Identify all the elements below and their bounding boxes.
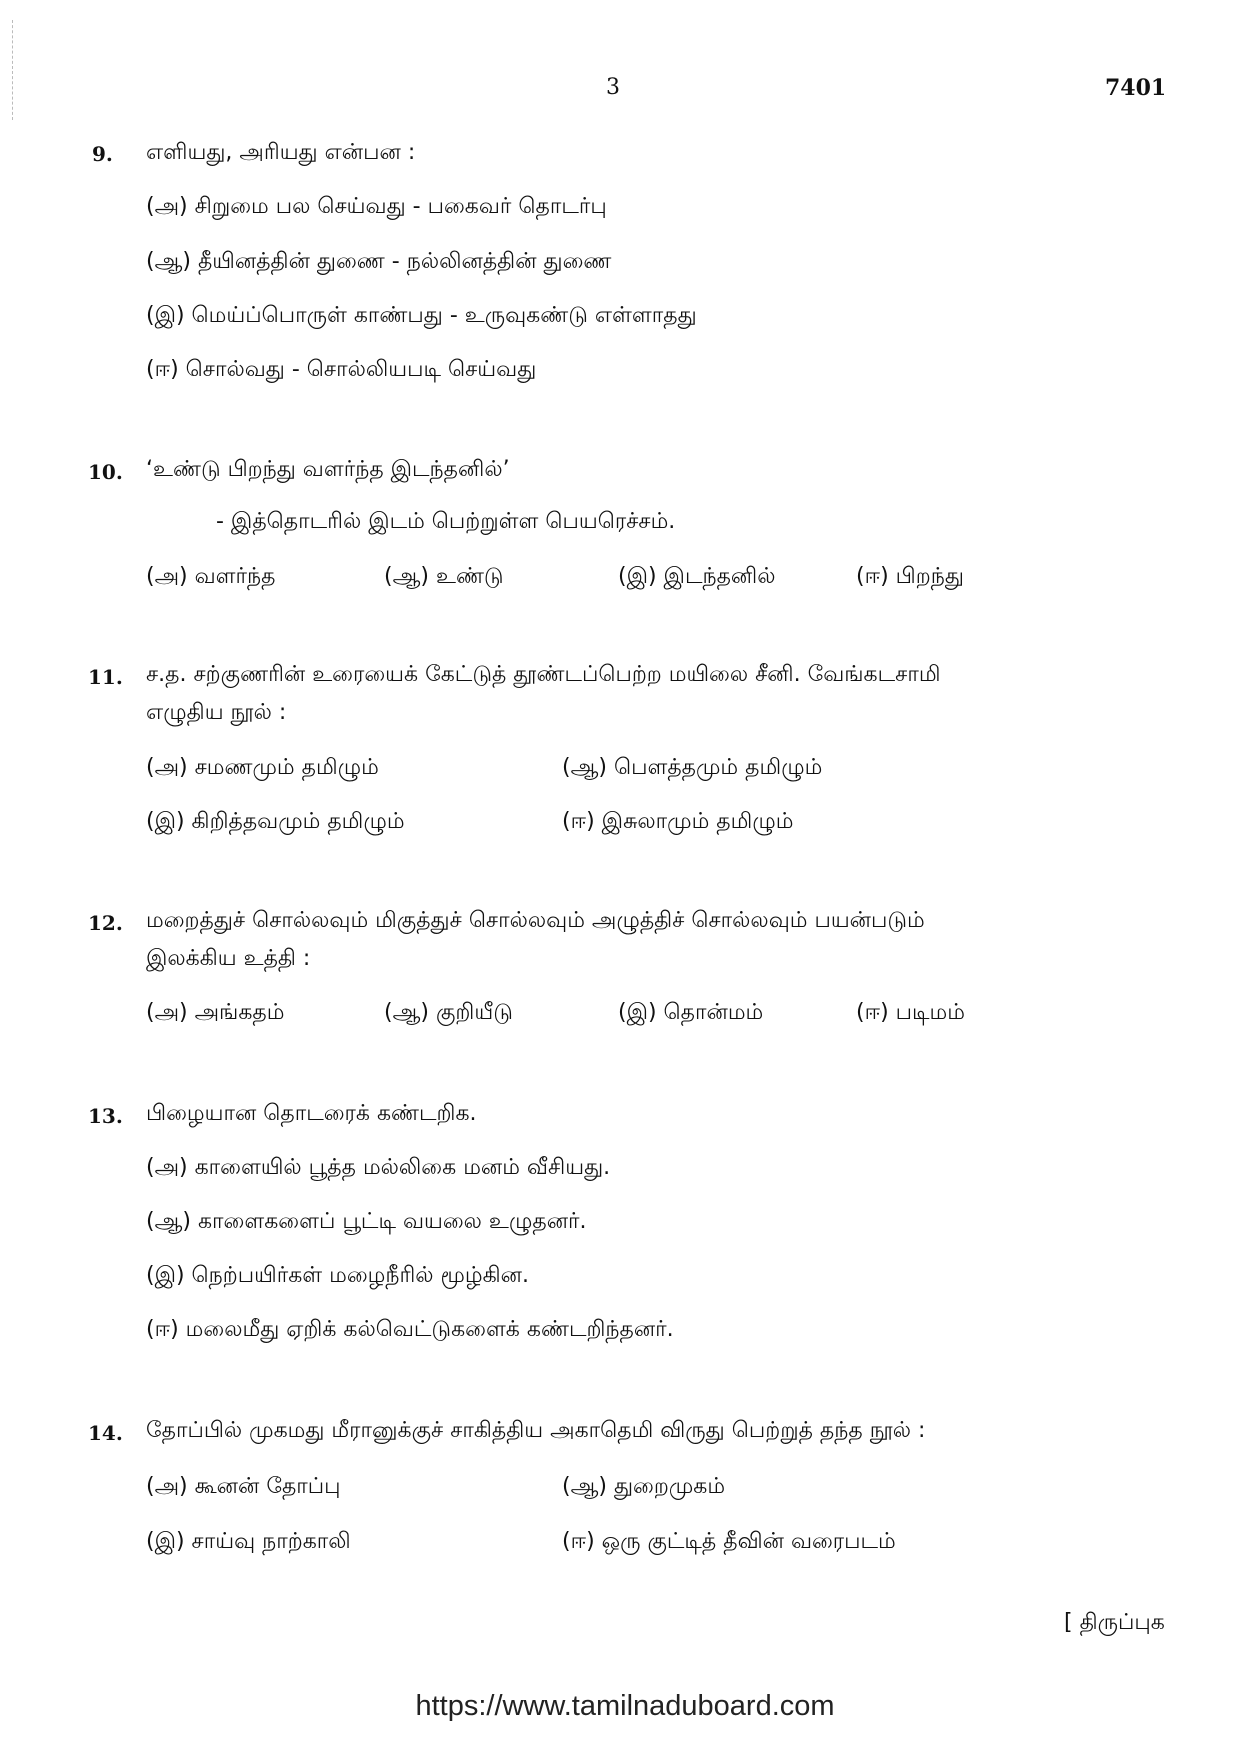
question-9-option-a: (அ) சிறுமை பல செய்வது - பகைவர் தொடர்பு: [146, 194, 607, 219]
margin-scan-mark: [12, 20, 15, 120]
question-11-option-b: (ஆ) பௌத்தமும் தமிழும்: [562, 755, 823, 780]
question-12-number: 12.: [88, 911, 123, 935]
question-9-option-c: (இ) மெய்ப்பொருள் காண்பது - உருவுகண்டு எள்ளாதது: [146, 303, 697, 328]
question-11-number: 11.: [88, 665, 123, 689]
question-12-option-d: (ஈ) படிமம்: [856, 1000, 965, 1025]
question-10-option-b: (ஆ) உண்டு: [384, 564, 504, 589]
question-12-option-c: (இ) தொன்மம்: [618, 1000, 764, 1025]
question-9-number: 9.: [92, 142, 113, 166]
paper-code: 7401: [1105, 75, 1167, 101]
question-13-option-b: (ஆ) காளைகளைப் பூட்டி வயலை உழுதனர்.: [146, 1209, 587, 1234]
question-13-option-a: (அ) காளையில் பூத்த மல்லிகை மனம் வீசியது.: [146, 1155, 611, 1180]
question-11-text-line2: எழுதிய நூல் :: [146, 700, 287, 725]
question-14-number: 14.: [88, 1421, 123, 1445]
question-14-option-c: (இ) சாய்வு நாற்காலி: [146, 1529, 351, 1554]
question-12-option-a: (அ) அங்கதம்: [146, 1000, 285, 1025]
footer-url-link[interactable]: https://www.tamilnaduboard.com: [415, 1690, 835, 1722]
question-9-option-d: (ஈ) சொல்வது - சொல்லியபடி செய்வது: [146, 357, 537, 382]
question-10-option-d: (ஈ) பிறந்து: [856, 564, 964, 589]
question-12-option-b: (ஆ) குறியீடு: [384, 1000, 513, 1025]
question-12-text-line2: இலக்கிய உத்தி :: [146, 946, 311, 971]
question-14-option-b: (ஆ) துறைமுகம்: [562, 1474, 726, 1499]
question-11-option-d: (ஈ) இசுலாமும் தமிழும்: [562, 809, 794, 834]
question-9-text: எளியது, அரியது என்பன :: [146, 140, 416, 165]
question-13-number: 13.: [88, 1104, 123, 1128]
question-9-option-b: (ஆ) தீயினத்தின் துணை - நல்லினத்தின் துணை: [146, 249, 612, 274]
question-13-text: பிழையான தொடரைக் கண்டறிக.: [146, 1101, 477, 1126]
question-10-option-a: (அ) வளர்ந்த: [146, 564, 276, 589]
question-14-text: தோப்பில் முகமது மீரானுக்குச் சாகித்திய அகாதெமி விருது பெற்றுத் தந்த நூல் :: [146, 1418, 926, 1443]
question-10-subtext: - இத்தொடரில் இடம் பெற்றுள்ள பெயரெச்சம்.: [216, 509, 676, 534]
turn-over-note: [ திருப்புக: [1064, 1610, 1165, 1635]
page-number: 3: [606, 75, 620, 100]
question-13-option-c: (இ) நெற்பயிர்கள் மழைநீரில் மூழ்கின.: [146, 1263, 529, 1288]
question-11-text: ச.த. சற்குணரின் உரையைக் கேட்டுத் தூண்டப்பெற்ற மயிலை சீனி. வேங்கடசாமி: [146, 662, 941, 687]
question-10-text: ‘உண்டு பிறந்து வளர்ந்த இடந்தனில்’: [146, 457, 510, 482]
question-11-option-c: (இ) கிறித்தவமும் தமிழும்: [146, 809, 405, 834]
question-14-option-a: (அ) கூனன் தோப்பு: [146, 1474, 341, 1499]
question-12-text: மறைத்துச் சொல்லவும் மிகுத்துச் சொல்லவும் அழுத்திச் சொல்லவும் பயன்படும்: [146, 908, 925, 933]
question-14-option-d: (ஈ) ஒரு குட்டித் தீவின் வரைபடம்: [562, 1529, 896, 1554]
question-11-option-a: (அ) சமணமும் தமிழும்: [146, 755, 379, 780]
question-13-option-d: (ஈ) மலைமீது ஏறிக் கல்வெட்டுகளைக் கண்டறிந்தனர்.: [146, 1317, 674, 1342]
question-10-number: 10.: [88, 460, 123, 484]
question-10-option-c: (இ) இடந்தனில்: [618, 564, 776, 589]
